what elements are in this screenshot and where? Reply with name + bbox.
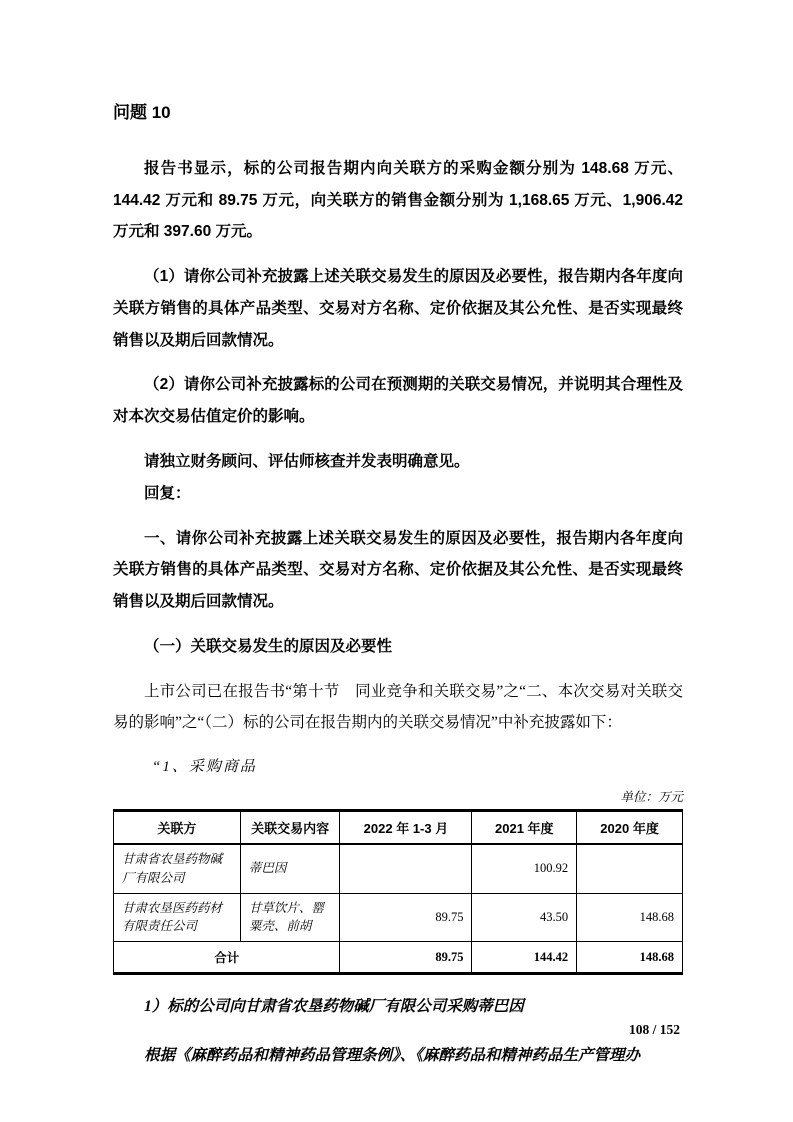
reply-label: 回复： bbox=[144, 484, 191, 502]
cell-total-2020: 148.68 bbox=[577, 942, 683, 974]
cell-content-2: 甘草饮片、罂粟壳、前胡 bbox=[240, 893, 340, 942]
table-row-medicine-materials-company bbox=[114, 893, 683, 942]
reply-subsection-1-title: （一）关联交易发生的原因及必要性 bbox=[144, 637, 393, 655]
cell-party-1: 甘肃省农垦药物碱厂有限公司 bbox=[114, 844, 241, 893]
cell-content-1: 蒂巴因 bbox=[240, 844, 340, 893]
col-header-2020: 2020 年度 bbox=[577, 811, 683, 845]
cell-total-2021: 144.42 bbox=[472, 942, 577, 974]
table-unit-label: 单位：万元 bbox=[620, 790, 683, 805]
note-point-1-body: 根据《麻醉药品和精神药品管理条例》、《麻醉药品和精神药品生产管理办 bbox=[144, 1046, 641, 1064]
col-header-transaction-content: 关联交易内容 bbox=[240, 811, 340, 845]
cell-total-2022: 89.75 bbox=[340, 942, 472, 974]
cell-2021-1: 100.92 bbox=[472, 844, 577, 893]
question-item-2: （2）请你公司补充披露标的公司在预测期的关联交易情况，并说明其合理性及对本次交易估值定价的影响。 bbox=[113, 376, 683, 426]
cell-2022-1 bbox=[340, 844, 472, 893]
question-item-1: （1）请你公司补充披露上述关联交易发生的原因及必要性，报告期内各年度向关联方销售的具体产品类型、交易对方名称、定价依据及其公允性、是否实现最终销售以及期后回款情况。 bbox=[113, 268, 683, 349]
note-point-1-title: 1）标的公司向甘肃省农垦药物碱厂有限公司采购蒂巴因 bbox=[144, 998, 524, 1016]
page-title: 问题 10 bbox=[113, 103, 171, 122]
table-total-row bbox=[114, 942, 683, 974]
cell-total-label: 合计 bbox=[114, 942, 340, 974]
cell-2020-1 bbox=[577, 844, 683, 893]
reply-disclosure-paragraph: 上市公司已在报告书“第十节 同业竞争和关联交易”之“二、本次交易对关联交易的影响”之“（二）标的公司在报告期内的关联交易情况”中补充披露如下： bbox=[113, 682, 683, 732]
page-number: 108 / 152 bbox=[628, 1022, 680, 1037]
col-header-related-party: 关联方 bbox=[114, 811, 241, 845]
question-intro-paragraph: 报告书显示，标的公司报告期内向关联方的采购金额分别为 148.68 万元、144.42 万元和 89.75 万元，向关联方的销售金额分别为 1,168.65 万元、1,906.42 万元和 397.60 万元。 bbox=[113, 159, 683, 241]
question-verify-line: 请独立财务顾问、评估师核查并发表明确意见。 bbox=[144, 452, 470, 470]
related-party-purchases-table bbox=[113, 809, 683, 975]
table-row-pharma-alkali-factory bbox=[114, 844, 683, 893]
quote-lead-purchase-goods: “1、采购商品 bbox=[152, 759, 257, 776]
cell-2020-2: 148.68 bbox=[577, 893, 683, 942]
col-header-2022: 2022 年 1-3 月 bbox=[340, 811, 472, 845]
cell-2022-2: 89.75 bbox=[340, 893, 472, 942]
col-header-2021: 2021 年度 bbox=[472, 811, 577, 845]
cell-2021-2: 43.50 bbox=[472, 893, 577, 942]
cell-party-2: 甘肃农垦医药药材有限责任公司 bbox=[114, 893, 241, 942]
table-header-row bbox=[114, 811, 683, 845]
reply-section-1-title: 一、请你公司补充披露上述关联交易发生的原因及必要性，报告期内各年度向关联方销售的具体产品类型、交易对方名称、定价依据及其公允性、是否实现最终销售以及期后回款情况。 bbox=[113, 529, 683, 611]
